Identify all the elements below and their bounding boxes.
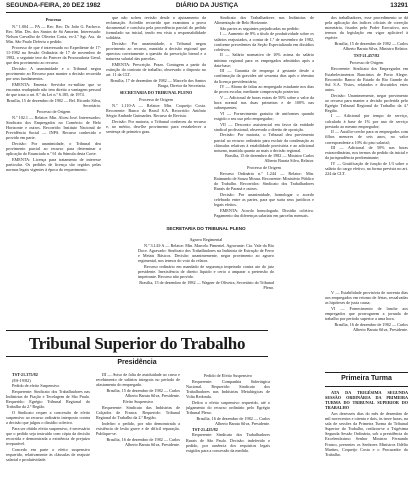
section-heading-tribunal-pleno: SECRETARIA DO TRIBUNAL PLENO: [166, 226, 246, 231]
paragraph: Brasília, 15 de dezembro de 1982 — Ministro Carlos Alberto Barata Silva, Relator.: [225, 153, 314, 164]
column-1-top: [6, 15, 101, 327]
banner-bottom-rule: [6, 356, 268, 357]
paragraph: Efeito Suspensivo: [122, 399, 154, 405]
paragraph: Requerente: Sindicato das Indústrias de Calçados de Franca. Requerido: Tribunal Regional do Trabalho da 2.ª Região.: [96, 405, 180, 421]
paragraph: Brasília, 15 de dezembro de 1982 — Carlos Alberto Barata Silva, Ministro Relator.: [334, 41, 408, 52]
paragraph: SECRETARIA DO TRIBUNAL PLENO: [119, 90, 193, 96]
paragraph: Indefiro o pedido, por não demonstrada a existência de lesão grave e de difícil reparação. Publique-se.: [96, 421, 180, 437]
paragraph: Processo de Origem: [247, 164, 281, 170]
paragraph: EMENTA: Licença para tratamento de interesse particular. Os pedidos de licença são regidos pelas normas legais vigentes à época do requerimento.: [6, 157, 101, 173]
paragraph: II — Auxílio-creche para os empregados com filhos menores de seis anos, no valor correspondente a 10% do piso salarial;: [325, 129, 408, 145]
paragraph: São partes as seguintes prejudicadas no pedido:: [220, 25, 300, 31]
paragraph: N.º 3.143-A — Relator: Min. Marcelo Pimentel. Agravante: Cia. Vale do Rio Doce. Agravado: Sindicato dos Trabalhadores na Indústria de Extração de Ferro e Metais Básicos. Decisão: unanimemente, negar provimento ao agravo regimental, nos termos do voto do relator.: [138, 243, 274, 264]
paragraph: (ES-19/82): [12, 377, 31, 383]
header-rule: [6, 12, 408, 13]
header-page-number: 13291: [390, 2, 408, 9]
paragraph: Pedido de efeito Suspensivo: [12, 383, 60, 389]
header-publication: DIÁRIO DA JUSTIÇA: [175, 2, 239, 9]
page-header: [6, 2, 408, 12]
paragraph: que não sofreu revisão desde o ajuizamento da reclamação. Acórdão recorrido que examinou a prova documental e concluiu pela procedência parcial do pedido formulado na inicial, tendo em vista a responsabilidade solidária.: [106, 15, 206, 41]
column-1-bottom: [6, 372, 90, 498]
paragraph: Concedo em parte o efeito suspensivo requerido, relativamente às cláusulas de reajuste salarial e produtividade.: [6, 446, 90, 463]
paragraph: V — Adicional de horas extras de 50% sobre o valor da hora normal nas duas primeiras e de 100% nas subsequentes;: [214, 94, 314, 111]
paragraph: Para ser obtido efeito suspensivo, é necessário que o pedido seja instruído com cópia da decisão recorrida e demonstrada a existência de prejuízo irreparável.: [6, 425, 90, 447]
paragraph: N.º 1.110-A — Relator: Min. Coqueijo Costa. Recorrente: Banco do Brasil S.A. Recorrido: Antônio Sérgio Andrade Guimarães. Recurso de Revista.: [106, 103, 206, 119]
paragraph: III — Adicional de 50% nas horas extraordinárias, nos termos do pedido da inicial e da jurisprudência predominante;: [325, 145, 408, 161]
primeira-turma-heading: Primeira Turma: [341, 375, 392, 382]
paragraph: Brasília, 15 de dezembro de 1982 — Wagner de Oliveira, Secretário do Tribunal Pleno.: [139, 279, 274, 291]
paragraph: Processo de que é interessado no Expediente de 17-11-1982 na Sessão Ordinária de 17 de novembro de 1982, o seguinte teor do Parecer da Procuradoria Geral, que deu provimento ao recurso.: [6, 45, 101, 66]
paragraph: III — Aviso de falta de assiduidade ao curso e recebimento de salários integrais no período de afastamento do empregado.: [96, 372, 180, 388]
paragraph: Brasília, 16 de dezembro de 1982 — Carlos Alberto Barata Silva, Presidente.: [196, 415, 270, 427]
tribunal-banner-title: Tribunal Superior do Trabalho: [28, 334, 246, 353]
paragraph: O Sindicato requer a concessão de efeito suspensivo ao recurso ordinário interposto contra a decisão que julgou o dissídio coletivo.: [6, 410, 90, 426]
paragraph: IV — Gratificação de função de 1/3 sobre o salário do cargo efetivo, na forma prevista no art. 224 da CLT.: [325, 161, 408, 177]
paragraph: N.º 102.1 — Relator: Min. Alceu José. Interessados: Sindicato dos Empregados no Comércio de Belo Horizonte e outros. Recorrido: Instituto Nacional de Previdência Social — INPS. Recurso conhecido e provido em parte.: [6, 115, 101, 141]
paragraph: Brasília, 15 de dezembro de 1982 — Bel. Ricardo Silva, Secretário.: [6, 97, 101, 108]
paragraph: Decisão: A unanimidade e o Tribunal negou provimento ao Recurso para manter a decisão recorrida por seus fundamentos.: [6, 66, 101, 82]
paragraph: I — Adicional por tempo de serviço, calculado à base de 1% por ano de serviço prestado ao mesmo empregador;: [325, 113, 408, 129]
paragraph: Recurso Ordinário n.º 1.244 — Relator: Min. Raimundo de Souza Moura. Recorrente: Ministério Público do Trabalho. Recorridos: Sindicato dos Trabalhadores Rurais de Paraná e outros.: [214, 170, 314, 191]
column-2-middle: [138, 236, 274, 326]
paragraph: Brasília, 17 de dezembro de 1982 — Marcelo dos Santos Braga, Diretor da Secretaria.: [110, 77, 206, 88]
banner-top-rule: [6, 330, 268, 331]
paragraph: Processo de Origem: [36, 108, 71, 114]
paragraph: V — Estabilidade provisória de noventa dias aos empregados em retorno de férias, ressalvadas as hipóteses de justa causa;: [325, 290, 408, 306]
paragraph: Brasília, 16 de dezembro de 1982 — Carlos Alberto Barata Silva, Presidente.: [106, 436, 180, 447]
primeira-turma-bottom-rule: [325, 386, 408, 387]
paragraph: I — Aumento de 8% a título de produtividade sobre os salários reajustados, a contar de 1.º de novembro de 1982, conforme precedentes da Seção Especializada em dissídios coletivos;: [214, 31, 314, 52]
paragraph: TST-21.425/82: [192, 426, 218, 432]
paragraph: II — Salário normativo de 10% acima do salário mínimo regional para os empregados admitidos após a data-base;: [214, 52, 314, 68]
header-date: SEGUNDA-FEIRA, 20 DEZ 1982: [6, 2, 101, 9]
paragraph: Sindicato dos Trabalhadores nas Indústrias de Alimentação de Belo Horizonte.: [214, 15, 314, 26]
paragraph: Recurso ordinário em mandado de segurança impetrado contra ato do juiz presidente. Inexistência de direito líquido e certo a amparar a pretensão do impetrante. Recurso não provido.: [138, 264, 274, 280]
paragraph: ATA DA TRIGÉSIMA SEGUNDA SESSÃO ORDINÁRIA DA PRIMEIRA TURMA DO TRIBUNAL SUPERIOR DO TRABALHO: [325, 390, 408, 411]
paragraph: Brasília, 15 de dezembro de 1982 — Carlos Alberto Barata Silva, Presidente.: [106, 387, 180, 398]
paragraph: Requerente: Sindicato dos Trabalhadores nas Indústrias de Fiação e Tecelagem de São Paulo. Requerido: Egrégio Tribunal Regional do Trabalho da 2.ª Região.: [6, 389, 90, 410]
paragraph: Decisão: Unanimemente, negar provimento ao recurso para manter a decisão proferida pelo Egrégio Tribunal Regional do Trabalho da 4.ª Região.: [325, 92, 408, 113]
column-4-bottom: [325, 390, 408, 498]
paragraph: Recorrente: Sindicato dos Empregados em Estabelecimentos Bancários de Porto Alegre. Recorrido: Banco do Estado do Rio Grande do Sul S.A. Vistos, relatados e discutidos estes autos.: [325, 66, 408, 92]
presidencia-heading: Presidência: [117, 359, 157, 366]
paragraph: Pedido de Efeito Suspensivo: [203, 373, 253, 378]
column-4-top: [325, 15, 408, 285]
paragraph: N.º 1.004 — PA — Rec. Rec. Dr. João G. Pacheco. Rec. Min. Drs. dos Santos de Sá Amorim. Interessado: Nelson Carvalho de Oliveira Costa, ex-2.º Sgt. Ass. do Min. São Paulo Deferiu o pedido.: [6, 24, 101, 45]
paragraph: IV — Abono de faltas ao empregado estudante nos dias de prova escolar, mediante comprovação posterior;: [214, 84, 314, 95]
paragraph: Decisão: Por maioria, o Tribunal deu provimento parcial ao recurso ordinário para excluir da condenação as cláusulas relativas à estabilidade provisória e ao adicional noturno, mantida quanto ao mais a decisão regional.: [214, 132, 314, 153]
paragraph: TST-21.375/82: [12, 372, 38, 377]
paragraph: EMENTA: Acordo homologado. Dissídio coletivo. Pagamento das diferenças salariais em parcelas mensais.: [214, 207, 314, 218]
column-3-bottom: [186, 372, 270, 498]
paragraph: Decisão: Por unanimidade, o Tribunal negou provimento ao recurso, mantida a decisão regional que apreciou corretamente a questão da prescrição bienal e a natureza salarial das parcelas.: [106, 41, 206, 62]
paragraph: Defiro o efeito suspensivo requerido, até o julgamento do recurso ordinário pelo Egrégio Tribunal Pleno.: [186, 400, 270, 416]
paragraph: EMENTA: Prescrição. Prazo. Contagem a partir da extinção do contrato de trabalho, observado o disposto no art. 11 da CLT.: [106, 62, 206, 78]
column-4-middle: [325, 290, 408, 370]
paragraph: VI — Fornecimento de lanche aos empregados que prorrogarem a jornada de trabalho por período superior a uma hora.: [325, 305, 408, 322]
paragraph: Aos dezesseis dias do mês de dezembro de mil novecentos e oitenta e dois, às treze horas, na sala de sessões da Primeira Turma do Tribunal Superior do Trabalho, realizou-se a Trigésima Segunda Sessão Ordinária, sob a presidência do Excelentíssimo Senhor Ministro Fernando Franco, presentes os Senhores Ministros Ildélio Martins, Coqueijo Costa e o Procurador do Trabalho.: [325, 410, 408, 457]
column-2-bottom: [96, 372, 180, 498]
paragraph: Agravo Regimental: [189, 237, 223, 242]
paragraph: Processo: [45, 17, 62, 22]
paragraph: dos trabalhadores, esse procedimento se dá pela aplicação dos índices oficiais de correção monetária, fixados pelo Poder Executivo, nos termos da legislação em vigor aplicável à espécie.: [325, 15, 408, 41]
paragraph: Requerente: Companhia Siderúrgica Nacional. Requerido: Sindicato dos Trabalhadores nas Indústrias Metalúrgicas de Volta Redonda.: [186, 379, 270, 400]
column-3-top: [214, 15, 314, 223]
paragraph: TST-21.457/82: [353, 53, 380, 59]
paragraph: III — Garantia de emprego à gestante desde a confirmação da gravidez até sessenta dias após o término da licença previdenciária;: [214, 68, 314, 84]
paragraph: EMENTA: Ementa: Servidor ex-militar que se encontra readaptado não tem direito a vantagem pessoal de que trata o art. 8.º da Lei n.º 6.185, de 1974.: [6, 81, 101, 98]
paragraph: Decisão: Por unanimidade, homologar o acordo celebrado entre as partes, para que surta seus jurídicos e legais efeitos.: [214, 191, 314, 207]
paragraph: Requerente: Sindicato dos Trabalhadores Rurais de São Paulo. Decisão: indeferido o pedido, por ausência dos requisitos legais exigidos para a concessão da medida.: [186, 432, 270, 453]
paragraph: Decisão: Por unanimidade, o Tribunal deu provimento parcial ao recurso para determinar a aplicação do Enunciado n.º 61 da Súmula desta Corte.: [6, 141, 101, 157]
column-2-top: [106, 15, 206, 223]
paragraph: Decisão: Por maioria, o Tribunal conheceu do recurso e, no mérito, deu-lhe provimento para restabelecer a sentença de primeiro grau.: [106, 119, 206, 135]
paragraph: Brasília, 16 de dezembro de 1982 — Carlos Alberto Barata Silva, Presidente.: [334, 321, 408, 332]
paragraph: Processo de Origem: [349, 60, 384, 66]
paragraph: Processo de Origem: [139, 97, 173, 103]
paragraph: VI — Fornecimento gratuito de uniformes quando exigido o seu uso pelo empregador;: [214, 110, 314, 121]
paragraph: VII — Desconto assistencial em favor da entidade sindical profissional, observado o direito de oposição.: [214, 121, 314, 132]
